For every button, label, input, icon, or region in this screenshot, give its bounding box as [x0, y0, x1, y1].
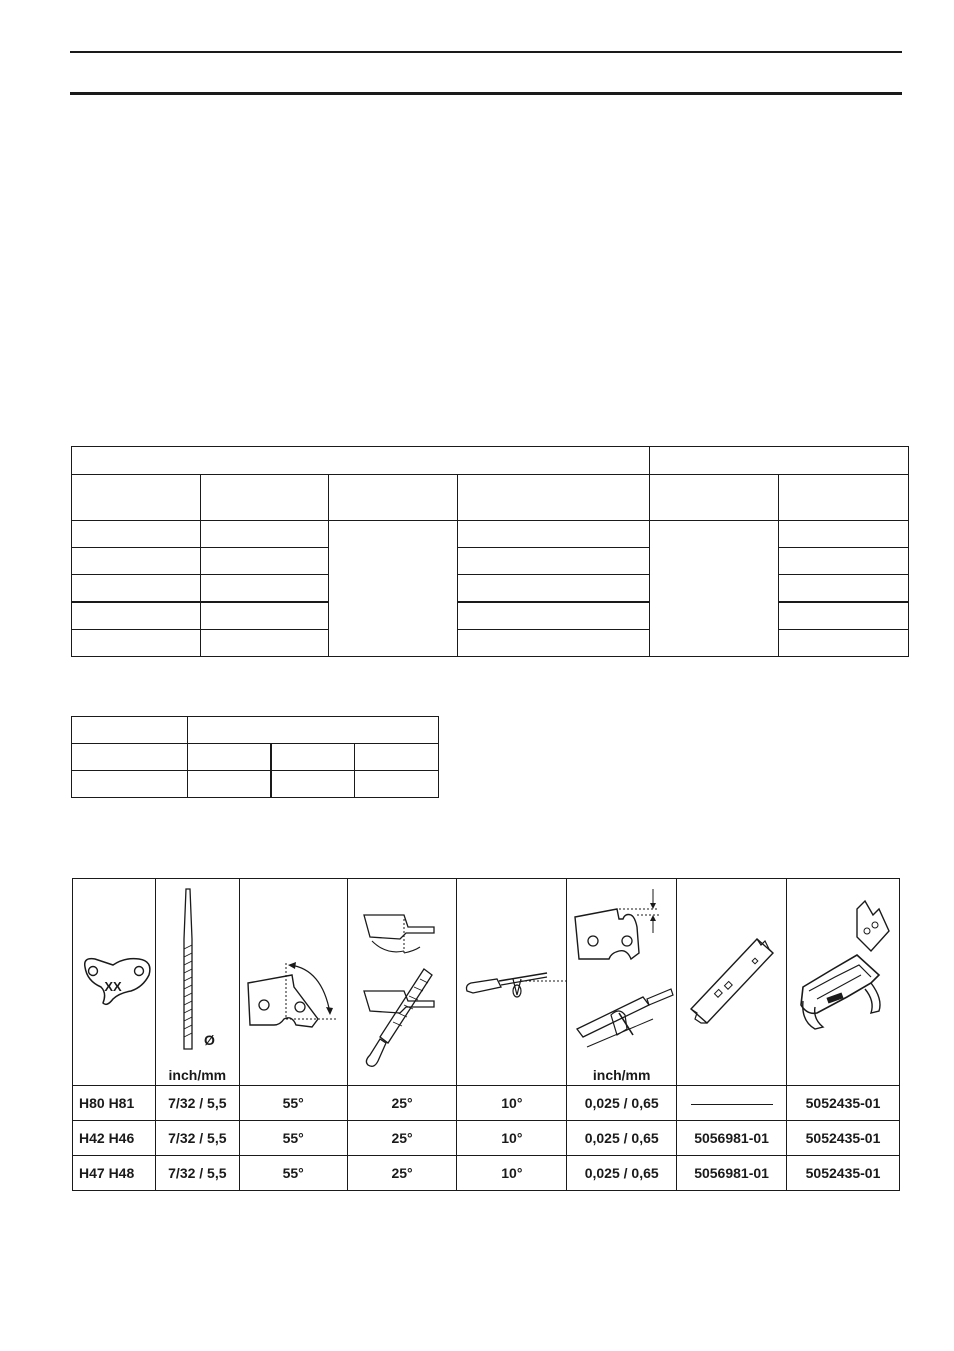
bar-table-cell	[200, 548, 328, 575]
round-file-icon	[156, 879, 240, 1085]
file-unit-label: inch/mm	[168, 1067, 227, 1083]
cutter-link-xx-icon	[73, 879, 156, 1085]
top-plate-angle-icon	[240, 879, 348, 1085]
small-table-cell	[187, 717, 438, 744]
header-file-holder	[457, 879, 567, 1086]
bar-table-cell	[457, 575, 650, 603]
file-guide-cell: 5052435-01	[787, 1156, 900, 1191]
small-table-cell	[72, 771, 188, 798]
bar-table-cell	[457, 602, 650, 630]
holder-angle-cell: 10°	[457, 1121, 567, 1156]
file-angle-cell: 25°	[347, 1086, 457, 1121]
chain-type-cell: H47 H48	[73, 1156, 156, 1191]
not-applicable-dash	[691, 1104, 773, 1105]
bar-table-cell	[200, 602, 328, 630]
bar-table-merged-cell	[328, 521, 457, 657]
chain-type-cell: H42 H46	[73, 1121, 156, 1156]
bar-table-cell	[779, 521, 909, 548]
sharpening-row	[73, 1156, 900, 1191]
bar-table-col-header	[328, 475, 457, 521]
header-file-guide	[787, 879, 900, 1086]
sharpening-row	[73, 1086, 900, 1121]
bar-table-col-header	[72, 475, 201, 521]
gauge-tool-cell: 5056981-01	[677, 1156, 787, 1191]
bar-table-col-header	[650, 475, 779, 521]
bar-table-cell	[72, 521, 201, 548]
file-angle-cell: 25°	[347, 1156, 457, 1191]
depth-unit-label: inch/mm	[592, 1067, 651, 1083]
header-depth-gauge	[567, 879, 677, 1086]
small-table-cell	[187, 771, 271, 798]
bar-table-cell	[779, 630, 909, 657]
header-file-angle	[347, 879, 457, 1086]
sharpening-row	[73, 1121, 900, 1156]
small-table-cell	[271, 744, 355, 771]
bar-table-cell	[779, 602, 909, 630]
depth-gauge-cell: 0,025 / 0,65	[567, 1156, 677, 1191]
depth-gauge-cell: 0,025 / 0,65	[567, 1086, 677, 1121]
bar-table-col-header	[457, 475, 650, 521]
bar-table-group-header-right	[650, 447, 909, 475]
header-rule-bottom	[70, 92, 902, 95]
small-spec-table	[71, 716, 439, 798]
bar-table-cell	[457, 630, 650, 657]
svg-text:Ø: Ø	[203, 1032, 215, 1048]
bar-table-cell	[457, 521, 650, 548]
header-cutter-link	[73, 879, 156, 1086]
bar-table-cell	[457, 548, 650, 575]
file-size-cell: 7/32 / 5,5	[155, 1086, 239, 1121]
gauge-tool-cell	[677, 1086, 787, 1121]
bar-table-col-header	[200, 475, 328, 521]
header-round-file	[155, 879, 239, 1086]
small-table-cell	[271, 771, 355, 798]
bar-table-cell	[72, 630, 201, 657]
header-depth-gauge-tool	[677, 879, 787, 1086]
bar-table-cell	[200, 575, 328, 603]
file-guide-cell: 5052435-01	[787, 1121, 900, 1156]
file-angle-icon	[348, 879, 458, 1085]
holder-angle-cell: 10°	[457, 1086, 567, 1121]
depth-gauge-tool-icon	[677, 879, 787, 1085]
file-guide-cell: 5052435-01	[787, 1086, 900, 1121]
small-table-cell	[72, 744, 188, 771]
bar-table-col-header	[779, 475, 909, 521]
small-table-cell	[355, 771, 439, 798]
depth-gauge-cell: 0,025 / 0,65	[567, 1121, 677, 1156]
svg-text:XX: XX	[104, 979, 122, 994]
bar-table-cell	[200, 521, 328, 548]
small-table-cell	[355, 744, 439, 771]
top-angle-cell: 55°	[239, 1156, 347, 1191]
top-angle-cell: 55°	[239, 1086, 347, 1121]
file-angle-cell: 25°	[347, 1121, 457, 1156]
bar-table-cell	[72, 575, 201, 603]
file-size-cell: 7/32 / 5,5	[155, 1121, 239, 1156]
bar-table-cell	[779, 575, 909, 603]
bar-table-cell	[200, 630, 328, 657]
small-table-cell	[72, 717, 188, 744]
header-top-plate-angle	[239, 879, 347, 1086]
bar-table-cell	[72, 602, 201, 630]
depth-gauge-setting-icon	[567, 879, 677, 1085]
bar-table-group-header-left	[72, 447, 650, 475]
holder-angle-cell: 10°	[457, 1156, 567, 1191]
small-table-cell	[187, 744, 271, 771]
sharpening-table	[72, 878, 900, 1191]
file-size-cell: 7/32 / 5,5	[155, 1156, 239, 1191]
bar-chain-table	[71, 446, 909, 657]
file-guide-icon	[787, 879, 900, 1085]
header-rule-top	[70, 51, 902, 53]
bar-table-cell	[779, 548, 909, 575]
chain-type-cell: H80 H81	[73, 1086, 156, 1121]
bar-table-cell	[72, 548, 201, 575]
file-holder-icon	[457, 879, 567, 1085]
top-angle-cell: 55°	[239, 1121, 347, 1156]
gauge-tool-cell: 5056981-01	[677, 1121, 787, 1156]
bar-table-merged-cell	[650, 521, 779, 657]
